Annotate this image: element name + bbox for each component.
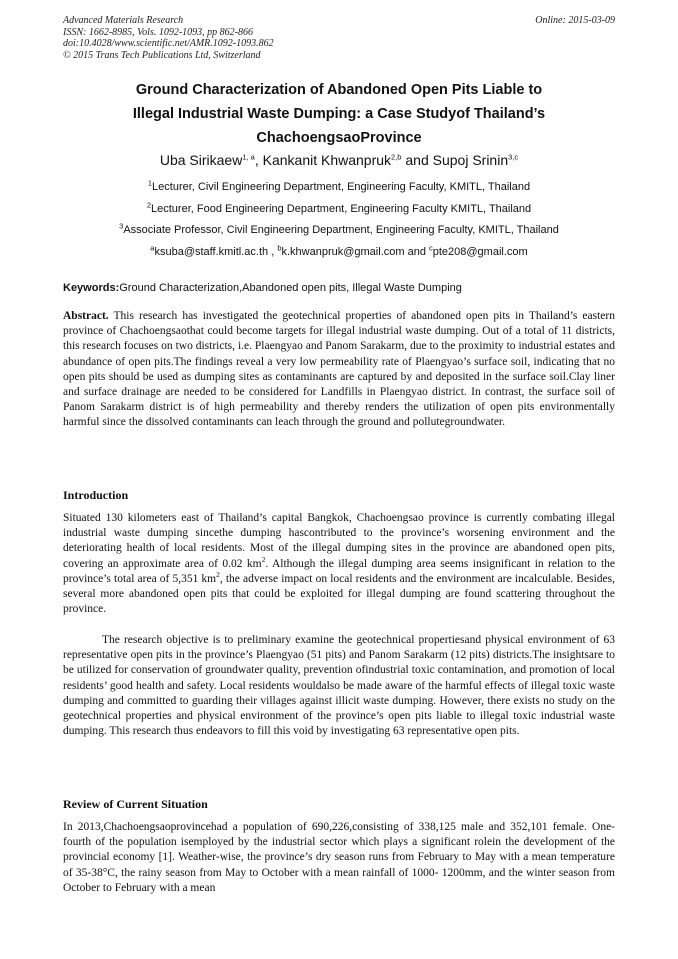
author-emails [30, 245, 648, 259]
online-date: Online: 2015-03-09 [535, 15, 615, 26]
intro-p1-part-c: , the adverse impact on local residents and the environment are incalculable. Besides, several more abandoned open pits that could be exploited for illegal dumping are found scattering throughout the province. [63, 572, 615, 616]
abstract [63, 309, 615, 431]
affiliation-3-sup: 3 [119, 221, 124, 231]
intro-p1-sup-1: 2 [261, 554, 266, 564]
affiliation-1-sup: 1 [147, 178, 153, 188]
intro-paragraph-1 [63, 511, 615, 617]
keywords-label: Keywords: [63, 282, 120, 294]
email-a-sup: a [150, 243, 155, 253]
author-2-sup: 2,b [391, 152, 402, 162]
doi-line: doi:10.4028/www.scientific.net/AMR.1092-1093.862 [63, 38, 274, 49]
intro-p1-sup-2: 2 [216, 569, 220, 579]
abstract-text: This research has investigated the geotechnical properties of abandoned open pits in Thailand’s eastern province of Chachoengsaothat could become targets for illegal industrial waste dumping. Out of a total of 11 districts, this research focuses on two districts, i.e. Plaengyao and Panom Sarakarm, due to the proximity to industrial estates and abundance of open pits.The findings reveal a very low permeability rate of Plaengyao’s surface soil, indicating that no open pits should be used as dumping sites as contaminants are captured by and deposited in the surface soil.Clay liner and surface drainage are needed to be considered for Landfills in Plaengyao district. In contrast, the surface soil of Panom Sarakarm district is of high permeability and thereby renders the utilization of open pits environmentally harmful since the dissolved contaminants can leach through the ground and pollutegroundwater. [63, 310, 615, 429]
affiliation-2-text: Lecturer, Food Engineering Department, Engineering Faculty KMITL, Thailand [151, 203, 532, 215]
review-heading: Review of Current Situation [63, 797, 208, 811]
journal-name: Advanced Materials Research [63, 15, 184, 26]
keywords [63, 281, 615, 295]
title-line-3: ChachoengsaoProvince [256, 130, 422, 146]
abstract-label: Abstract. [63, 310, 109, 322]
email-b-sup: b [277, 243, 282, 253]
author-3-sup: 3,c [508, 152, 519, 162]
author-3: and Supoj Srinin [401, 152, 509, 168]
affiliation-1-text: Lecturer, Civil Engineering Department, Engineering Faculty, KMITL, Thailand [152, 181, 531, 193]
author-1-sup: 1, a [242, 152, 255, 162]
author-1: Uba Sirikaew [159, 152, 243, 168]
author-2: , Kankanit Khwanpruk [254, 152, 392, 168]
introduction-heading: Introduction [63, 488, 129, 502]
affiliation-3 [30, 223, 648, 237]
email-a[interactable]: ksuba@staff.kmitl.ac.th , [154, 246, 278, 258]
intro-p1-part-b: . Although the illegal dumping area seems insignificant in relation to the province’s total area of 5,351 km [63, 557, 615, 585]
copyright-line: © 2015 Trans Tech Publications Ltd, Switzerland [63, 49, 261, 61]
keywords-text: Ground Characterization,Abandoned open pits, Illegal Waste Dumping [119, 282, 462, 294]
affiliation-1 [30, 180, 648, 194]
title-line-2: Illegal Industrial Waste Dumping: a Case Studyof Thailand’s [132, 106, 546, 122]
title-line-1: Ground Characterization of Abandoned Open Pits Liable to [135, 82, 543, 98]
affiliation-2-sup: 2 [146, 200, 152, 210]
email-c[interactable]: pte208@gmail.com [432, 246, 528, 258]
email-b[interactable]: k.khwanpruk@gmail.com and [281, 246, 429, 258]
intro-p1-part-a: Situated 130 kilometers east of Thailand’s capital Bangkok, Chachoengsao province is currently combating illegal industrial waste dumping sincethe dumping hascontributed to the province’s worsening environment and the deteriorating health of local residents. Most of the illegal dumping sites in the province are abandoned open pits, covering an approximate area of 0.02 km [63, 512, 615, 570]
affiliation-2 [30, 202, 648, 216]
author-list [40, 150, 638, 170]
affiliation-3-text: Associate Professor, Civil Engineering Department, Engineering Faculty, KMITL, Thailand [123, 224, 559, 236]
journal-header [63, 15, 615, 61]
intro-paragraph-2: The research objective is to preliminary examine the geotechnical propertiesand physical environment of 63 representative open pits in the province’s Plaengyao (51 pits) and Panom Sarakarm (12 pits) districts.The insightsare to be utilized for conservation of groundwater quality, prevention ofindustrial toxic contamination, and promotion of local residents’ good health and safety. Local residents wouldalso be made aware of the harmful effects of illegal toxic waste dumping and committed to guarding their villages against illicit waste dumping. However, there exists no study on the geotechnical properties and physical environment of the province’s open pits liable to illegal toxic industrial waste dumping. This research thus endeavors to fill this void by investigating 63 representative open pits. [63, 634, 615, 738]
email-c-sup: c [429, 243, 433, 253]
review-paragraph-1: In 2013,Chachoengsaoprovincehad a population of 690,226,consisting of 338,125 male and 352,101 female. One-fourth of the population isemployed by the industrial sector which plays a significant rolein the development of the provincial economy [1]. Weather-wise, the province’s dry season runs from February to May with a mean temperature of 35-38°C, the rainy season from May to October with a mean rainfall of 1000- 1200mm, and the winter season from October to February with a mean [63, 821, 615, 894]
paper-title [40, 78, 638, 150]
issn-line: ISSN: 1662-8985, Vols. 1092-1093, pp 862-866 [63, 26, 253, 38]
